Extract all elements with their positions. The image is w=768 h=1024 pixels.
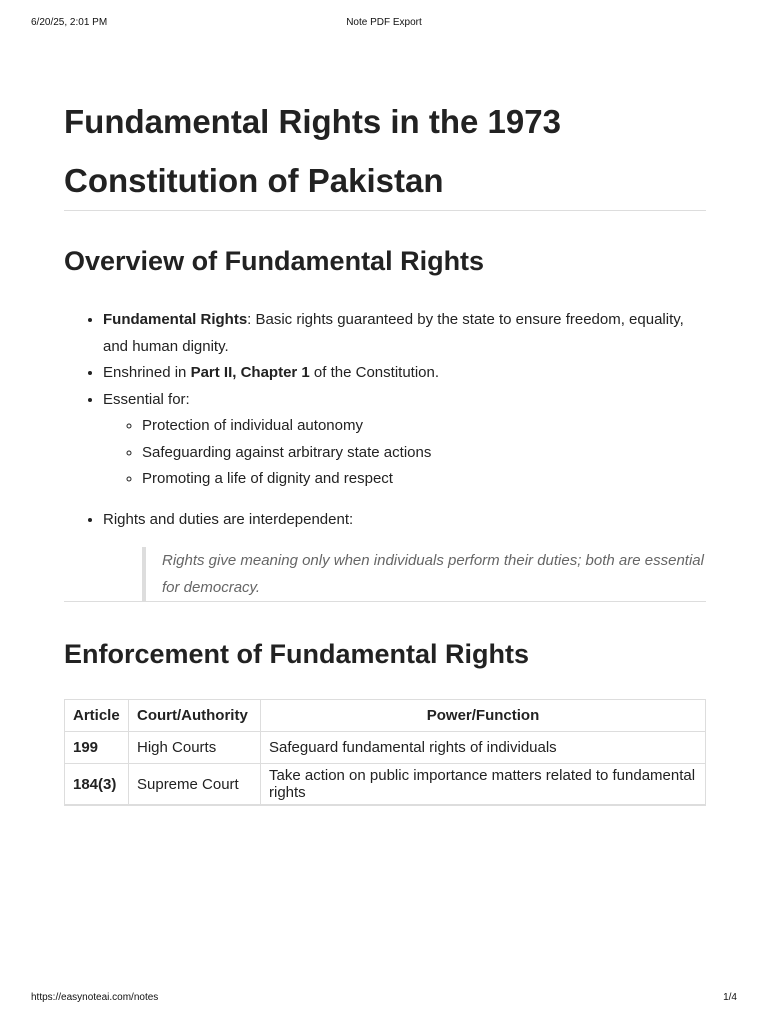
print-footer — [31, 992, 737, 1006]
list-item — [103, 360, 706, 387]
document-content — [64, 92, 706, 806]
list-item-text: Essential for: — [103, 390, 190, 408]
table-row — [65, 732, 706, 764]
table-row — [65, 764, 706, 805]
enforcement-table — [64, 699, 706, 805]
list-item-text: : Basic rights guaranteed by the state to ensure freedom, equality, and human dignity. — [103, 311, 684, 355]
table-cell-power: Safeguard fundamental rights of individuals — [261, 732, 706, 764]
list-item-bold: Part II, Chapter 1 — [190, 364, 310, 381]
table-cell-article: 184(3) — [65, 764, 129, 805]
page-title — [64, 92, 706, 210]
divider — [64, 601, 706, 602]
divider — [64, 805, 706, 806]
list-item-text: of the Constitution. — [309, 364, 440, 381]
list-item-text: Rights and duties are interdependent: — [103, 510, 354, 528]
sub-list — [103, 413, 706, 493]
page-title-line2: Constitution of Pakistan — [64, 162, 444, 199]
sub-list-item: ◦ Safeguarding against arbitrary state actions — [142, 440, 706, 467]
list-item — [103, 387, 706, 493]
sub-list-item: ◦ Protection of individual autonomy — [142, 413, 706, 440]
sub-list-item: ◦ Promoting a life of dignity and respect — [142, 466, 706, 493]
column-header-court: Court/Authority — [129, 700, 261, 732]
page-number: 1/4 — [723, 992, 737, 1003]
print-timestamp: 6/20/25, 2:01 PM — [31, 17, 108, 28]
enforcement-heading: Enforcement of Fundamental Rights — [64, 639, 530, 669]
table-cell-court: High Courts — [129, 732, 261, 764]
table-cell-court: Supreme Court — [129, 764, 261, 805]
table-cell-article: 199 — [65, 732, 129, 764]
page-title-line1: Fundamental Rights in the 1973 — [64, 103, 561, 140]
print-header — [31, 17, 737, 31]
list-item-bold: Fundamental Rights — [103, 311, 248, 328]
print-title: Note PDF Export — [346, 17, 422, 28]
overview-list — [64, 307, 706, 533]
quote-block: Rights give meaning only when individuals perform their duties; both are essential for democracy. — [142, 547, 706, 601]
divider — [64, 210, 706, 211]
list-item-text: Enshrined in — [103, 364, 191, 381]
list-item — [103, 307, 706, 360]
table-header-row — [65, 700, 706, 732]
table-cell-power: Take action on public importance matters related to fundamental rights — [261, 764, 706, 805]
overview-heading: Overview of Fundamental Rights — [64, 246, 485, 276]
column-header-power: Power/Function — [261, 700, 706, 732]
footer-url-link[interactable]: https://easynoteai.com/notes — [31, 992, 159, 1003]
column-header-article: Article — [65, 700, 129, 732]
list-item — [103, 507, 706, 534]
